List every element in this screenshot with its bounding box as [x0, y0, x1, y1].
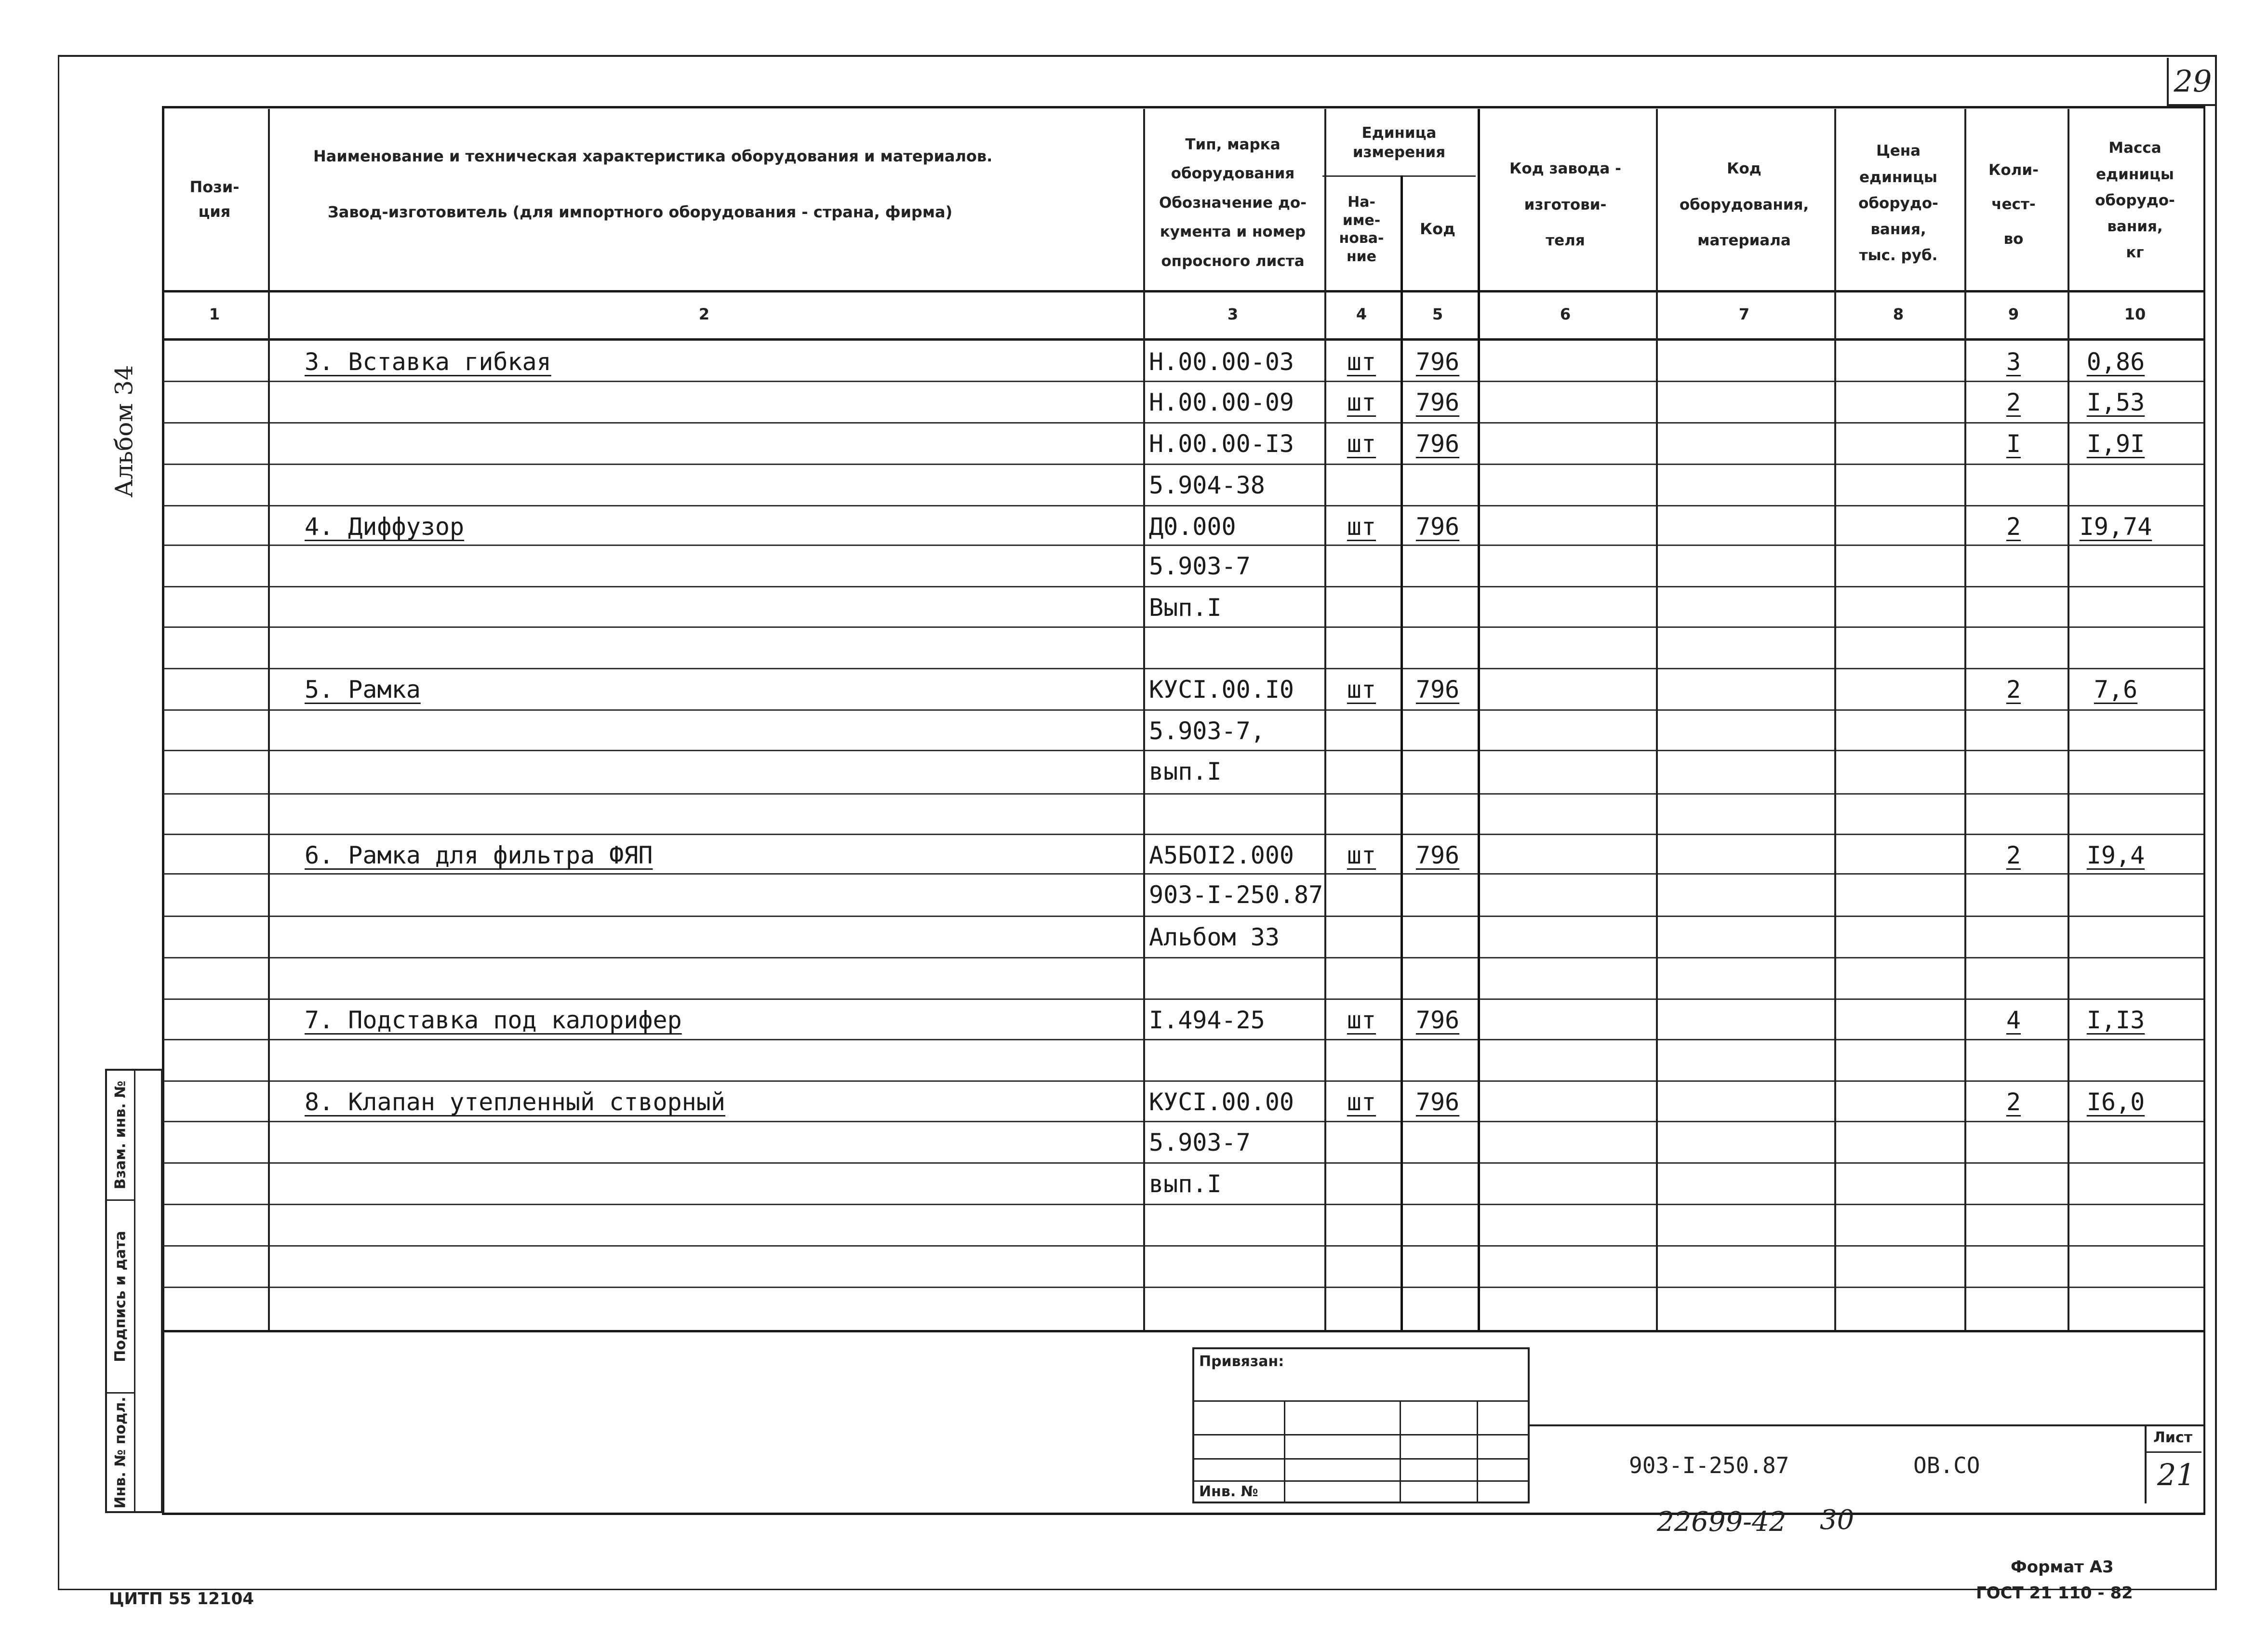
strip-cell-replacement [107, 1071, 134, 1201]
row-mass: I,9I [2086, 430, 2145, 458]
row-unit-code: 796 [1415, 388, 1460, 416]
row-type: вып.I [1149, 758, 1222, 785]
grid-vline [1401, 175, 1403, 1330]
grid-vline [1834, 109, 1836, 1330]
grid-vline [1324, 109, 1326, 1330]
row-name: 8. Клапан утепленный створный [305, 1088, 725, 1116]
binding-box [1192, 1347, 1530, 1503]
row-quantity: 2 [2006, 841, 2021, 869]
strip-cell-inventory [107, 1394, 134, 1511]
row-type: Вып.I [1149, 594, 1222, 622]
row-unit: шт [1347, 388, 1376, 416]
strip-text-signature: Подпись и дата [112, 1231, 129, 1362]
grid-hline [164, 750, 2203, 751]
row-unit-code: 796 [1415, 513, 1460, 541]
row-mass: 0,86 [2086, 348, 2145, 376]
row-mass: I9,4 [2086, 841, 2145, 869]
row-type: I.494-25 [1149, 1006, 1265, 1034]
sheet-cell-divider [2147, 1451, 2201, 1453]
grid-hline [164, 1330, 2203, 1332]
row-mass: I6,0 [2086, 1088, 2145, 1116]
grid-hline [164, 586, 2203, 587]
header-position: Пози- ция [189, 177, 240, 221]
grid-vline [2068, 109, 2069, 1330]
header-name: Наименование и техническая характеристика оборудования и материалов. [313, 147, 993, 166]
grid-hline [164, 873, 2203, 875]
grid-hline [164, 709, 2203, 711]
row-type: А5БОI2.000 [1149, 841, 1294, 869]
column-number-2: 2 [698, 305, 710, 323]
document-mark: ОВ.СО [1913, 1452, 1980, 1478]
grid-hline [164, 381, 2203, 382]
strip-cell-signature [107, 1201, 134, 1394]
row-unit: шт [1347, 430, 1376, 458]
row-quantity: 2 [2006, 676, 2021, 704]
document-code: 903-I-250.87 [1629, 1452, 1789, 1478]
grid-hline [164, 793, 2203, 795]
header-mass: Масса единицы оборудо- вания, кг [2095, 139, 2175, 262]
album-side-label [105, 352, 144, 511]
binding-vline-3 [1477, 1400, 1478, 1502]
handwritten-number: 22699-42 [1657, 1506, 1787, 1538]
grid-hline [164, 1080, 2203, 1082]
row-quantity: 2 [2006, 1088, 2021, 1116]
header-quantity: Коли- чест- во [1988, 161, 2039, 248]
row-type: Д0.000 [1149, 513, 1236, 541]
grid-vline [1478, 109, 1480, 1330]
column-number-1: 1 [209, 305, 220, 323]
grid-hline [164, 422, 2203, 424]
sheet-label: Лист [2153, 1429, 2193, 1446]
column-number-5: 5 [1432, 305, 1443, 323]
row-unit: шт [1347, 1006, 1376, 1034]
row-quantity: 2 [2006, 388, 2021, 416]
row-unit: шт [1347, 1088, 1376, 1116]
binding-vline-2 [1400, 1400, 1401, 1502]
grid-hline [164, 1039, 2203, 1040]
row-unit: шт [1347, 676, 1376, 704]
citp-label: ЦИТП 55 12104 [109, 1589, 254, 1608]
row-type: вып.I [1149, 1170, 1222, 1198]
binding-vline-1 [1284, 1400, 1285, 1502]
row-quantity: 3 [2006, 348, 2021, 376]
strip-text-inventory: Инв. № подл. [112, 1396, 129, 1509]
row-quantity: 4 [2006, 1006, 2021, 1034]
row-type: КУСI.00.I0 [1149, 676, 1294, 704]
column-number-3: 3 [1227, 305, 1239, 323]
row-unit: шт [1347, 841, 1376, 869]
row-unit-code: 796 [1415, 1088, 1460, 1116]
grid-hline [164, 338, 2203, 341]
row-type: КУСI.00.00 [1149, 1088, 1294, 1116]
grid-hline [164, 834, 2203, 835]
header-factory-code: Код завода - изготови- теля [1509, 160, 1621, 250]
row-unit: шт [1347, 348, 1376, 376]
row-type: 5.903-7, [1149, 717, 1265, 745]
grid-hline [164, 1287, 2203, 1288]
header-unit-code: Код [1420, 220, 1455, 239]
grid-vline [1143, 109, 1145, 1330]
sheet-cell [2145, 1426, 2201, 1503]
row-unit-code: 796 [1415, 1006, 1460, 1034]
row-type: Н.00.00-I3 [1149, 430, 1294, 458]
title-block [1530, 1424, 2203, 1505]
row-mass: I9,74 [2079, 513, 2152, 541]
grid-vline [268, 109, 270, 1330]
header-equipment-code: Код оборудования, материала [1679, 160, 1809, 250]
strip-divider [134, 1071, 135, 1511]
row-unit: шт [1347, 513, 1376, 541]
stamp-strip [105, 1069, 163, 1513]
row-name: 5. Рамка [305, 676, 421, 704]
grid-hline [164, 957, 2203, 958]
row-type: Н.00.00-03 [1149, 348, 1294, 376]
row-type: Н.00.00-09 [1149, 388, 1294, 416]
grid-hline [164, 464, 2203, 465]
row-type: Альбом 33 [1149, 923, 1280, 951]
header-manufacturer: Завод-изготовитель (для импортного оборудования - страна, фирма) [328, 203, 953, 222]
grid-vline [1964, 109, 1966, 1330]
sheet-value: 21 [2157, 1457, 2195, 1492]
binding-title: Привязан: [1199, 1353, 1284, 1370]
row-quantity: 2 [2006, 513, 2021, 541]
header-unit-name: На- име- нова- ние [1339, 194, 1384, 265]
gost-label: ГОСТ 21 110 - 82 [1976, 1583, 2133, 1603]
column-number-9: 9 [2008, 305, 2019, 323]
grid-hline [164, 916, 2203, 917]
grid-hline [164, 1245, 2203, 1247]
grid-hline [164, 1162, 2203, 1164]
grid-vline [1656, 109, 1658, 1330]
grid-hline [164, 1121, 2203, 1122]
format-label: Формат А3 [2011, 1557, 2114, 1577]
sheet-number: 29 [2167, 58, 2217, 106]
binding-inventory-label: Инв. № [1199, 1483, 1258, 1500]
header-price: Цена единицы оборудо- вания, тыс. руб. [1858, 142, 1938, 265]
grid-hline [164, 505, 2203, 506]
strip-text-replacement: Взам. инв. № [112, 1080, 129, 1190]
column-number-10: 10 [2124, 305, 2146, 323]
grid-hline [164, 626, 2203, 628]
handwritten-page: 30 [1820, 1504, 1854, 1536]
column-number-4: 4 [1356, 305, 1367, 323]
row-type: 903-I-250.87 [1149, 881, 1323, 909]
album-side-label-text: Альбом 34 [110, 365, 138, 498]
row-unit-code: 796 [1415, 676, 1460, 704]
row-name: 7. Подставка под калорифер [305, 1006, 682, 1034]
row-mass: I,I3 [2086, 1006, 2145, 1034]
grid-hline [164, 668, 2203, 669]
grid-hline [1322, 175, 1476, 177]
row-name: 4. Диффузор [305, 513, 465, 541]
grid-hline [164, 1204, 2203, 1205]
row-name: 6. Рамка для фильтра ФЯП [305, 841, 653, 869]
column-number-7: 7 [1738, 305, 1750, 323]
column-number-8: 8 [1893, 305, 1904, 323]
row-name: 3. Вставка гибкая [305, 348, 551, 376]
row-mass: I,53 [2086, 388, 2145, 416]
row-unit-code: 796 [1415, 430, 1460, 458]
header-unit-group: Единица измерения [1352, 124, 1446, 161]
grid-hline [164, 545, 2203, 546]
grid-hline [164, 998, 2203, 1000]
row-type: 5.904-38 [1149, 471, 1265, 499]
column-number-6: 6 [1560, 305, 1571, 323]
row-type: 5.903-7 [1149, 552, 1251, 580]
grid-hline [164, 290, 2203, 292]
row-unit-code: 796 [1415, 348, 1460, 376]
row-quantity: I [2006, 430, 2021, 458]
row-type: 5.903-7 [1149, 1129, 1251, 1156]
header-type: Тип, марка оборудования Обозначение до- кумента и номер опросного листа [1159, 135, 1307, 270]
row-mass: 7,6 [2094, 676, 2138, 704]
row-unit-code: 796 [1415, 841, 1460, 869]
